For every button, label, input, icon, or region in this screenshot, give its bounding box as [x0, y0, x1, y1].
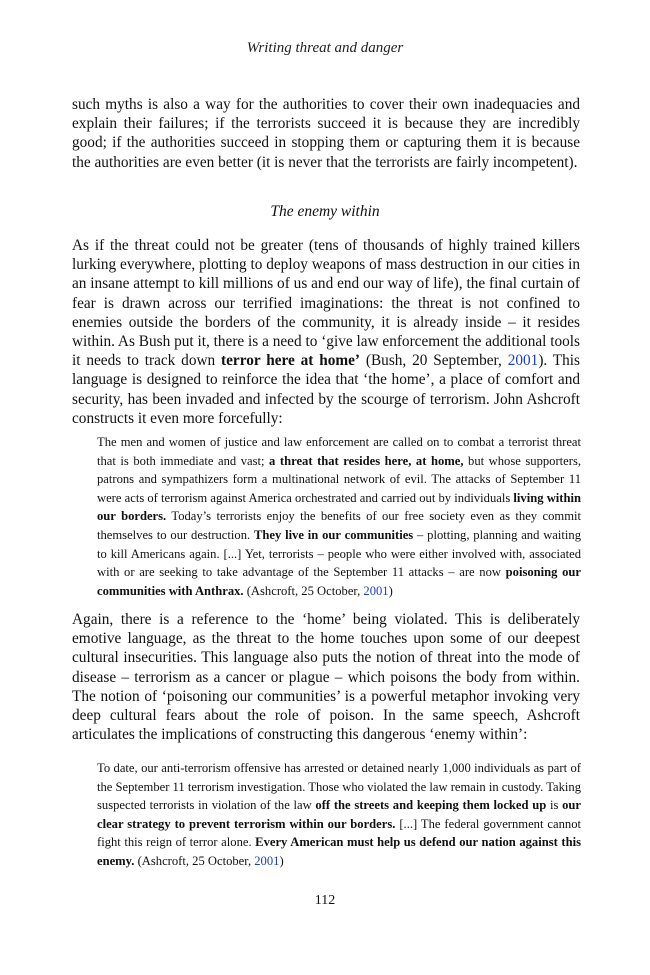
text-run: (Ashcroft, 25 October,	[134, 853, 255, 868]
running-head: Writing threat and danger	[246, 40, 404, 56]
text-run: [...] The federal government cannot fight this reign of terror alone.	[97, 816, 581, 850]
page-number: 112	[314, 893, 336, 908]
bold-phrase: our clear strategy to prevent terrorism within our borders.	[97, 798, 581, 831]
block-quote-ashcroft-1	[97, 433, 581, 600]
text-run: (Bush, 20 September,	[360, 352, 508, 370]
bold-phrase: poisoning our communities with Anthrax.	[97, 565, 581, 598]
paragraph-myths-text: such myths is also a way for the authorities to cover their own inadequacies and explain their failures; if the terrorists succeed it is because they are incredibly good; if the authorities succeed in stopping them or capturing them it is because the authorities are even better (it is never that the terrorists are fairly incompetent).	[72, 96, 580, 171]
bold-phrase: terror here at home’	[221, 352, 361, 370]
bold-phrase: Every American must help us defend our nation against this enemy.	[97, 835, 581, 868]
text-run: The men and women of justice and law enforcement are called on to combat a terrorist threat that is both immediate and vast;	[97, 435, 581, 468]
citation-year-link[interactable]: 2001	[507, 352, 539, 370]
paragraph-home-violated-text: Again, there is a reference to the ‘home’ being violated. This is deliberately emotive language, as the threat to the home touches upon some of our deepest cultural insecurities. This language also puts the notion of threat into the mode of disease – terrorism as a cancer or plague – which poisons the body from within. The notion of ‘poisoning our communities’ is a powerful metaphor invoking very deep cultural fears about the role of poison. In the same speech, Ashcroft articulates the implications of constructing this dangerous ‘enemy within’:	[72, 611, 580, 744]
bold-phrase: living within our borders.	[97, 490, 581, 524]
citation-year-link[interactable]: 2001	[254, 853, 280, 868]
paragraph-myths	[72, 95, 580, 172]
text-run: – plotting, planning and waiting to kill Americans again. [...] Yet, terrorists – people who were either involved with, associated with or are seeking to take advantage of the September 11 attacks – are now	[97, 527, 581, 580]
text-run: )	[388, 583, 393, 598]
text-run: is	[546, 798, 563, 813]
bold-phrase: off the streets and keeping them locked up	[315, 798, 547, 813]
paragraph-enemy-within	[72, 236, 580, 428]
paragraph-home-violated	[72, 610, 580, 744]
bold-phrase: They live in our communities	[253, 527, 414, 542]
block-quote-ashcroft-2	[97, 759, 581, 871]
text-run: ). This language is designed to reinforce the idea that ‘the home’, a place of comfort and security, has been invaded and infected by the scourge of terrorism. John Ashcroft constructs it even more forcefully:	[72, 352, 580, 427]
text-run: but whose supporters, patrons and sympathizers form a multinational network of evil. The attacks of September 11 were acts of terrorism against America orchestrated and carried out by individuals	[97, 453, 581, 505]
text-run: As if the threat could not be greater (tens of thousands of highly trained killers lurking everywhere, plotting to deploy weapons of mass destruction in our cities in an insane attempt to kill millions of us and end our way of life), the final curtain of fear is drawn across our terrified imaginations: the threat is not confined to enemies outside the borders of the community, it is already inside – it resides within. As Bush put it, there is a need to ‘give law enforcement the additional tools it needs to track down	[72, 237, 580, 370]
bold-phrase: a threat that resides here, at home,	[269, 453, 464, 468]
section-heading: The enemy within	[270, 203, 380, 220]
citation-year-link[interactable]: 2001	[363, 583, 389, 598]
text-run: (Ashcroft, 25 October,	[243, 583, 364, 598]
text-run: To date, our anti-terrorism offensive has arrested or detained nearly 1,000 individuals as part of the September 11 terrorism investigation. Those who violated the law remain in custody. Taking suspected terrorists in violation of the law	[97, 761, 581, 813]
text-run: Today’s terrorists enjoy the benefits of our free society even as they commit themselves to our destruction.	[97, 509, 581, 542]
text-run: )	[279, 853, 284, 868]
